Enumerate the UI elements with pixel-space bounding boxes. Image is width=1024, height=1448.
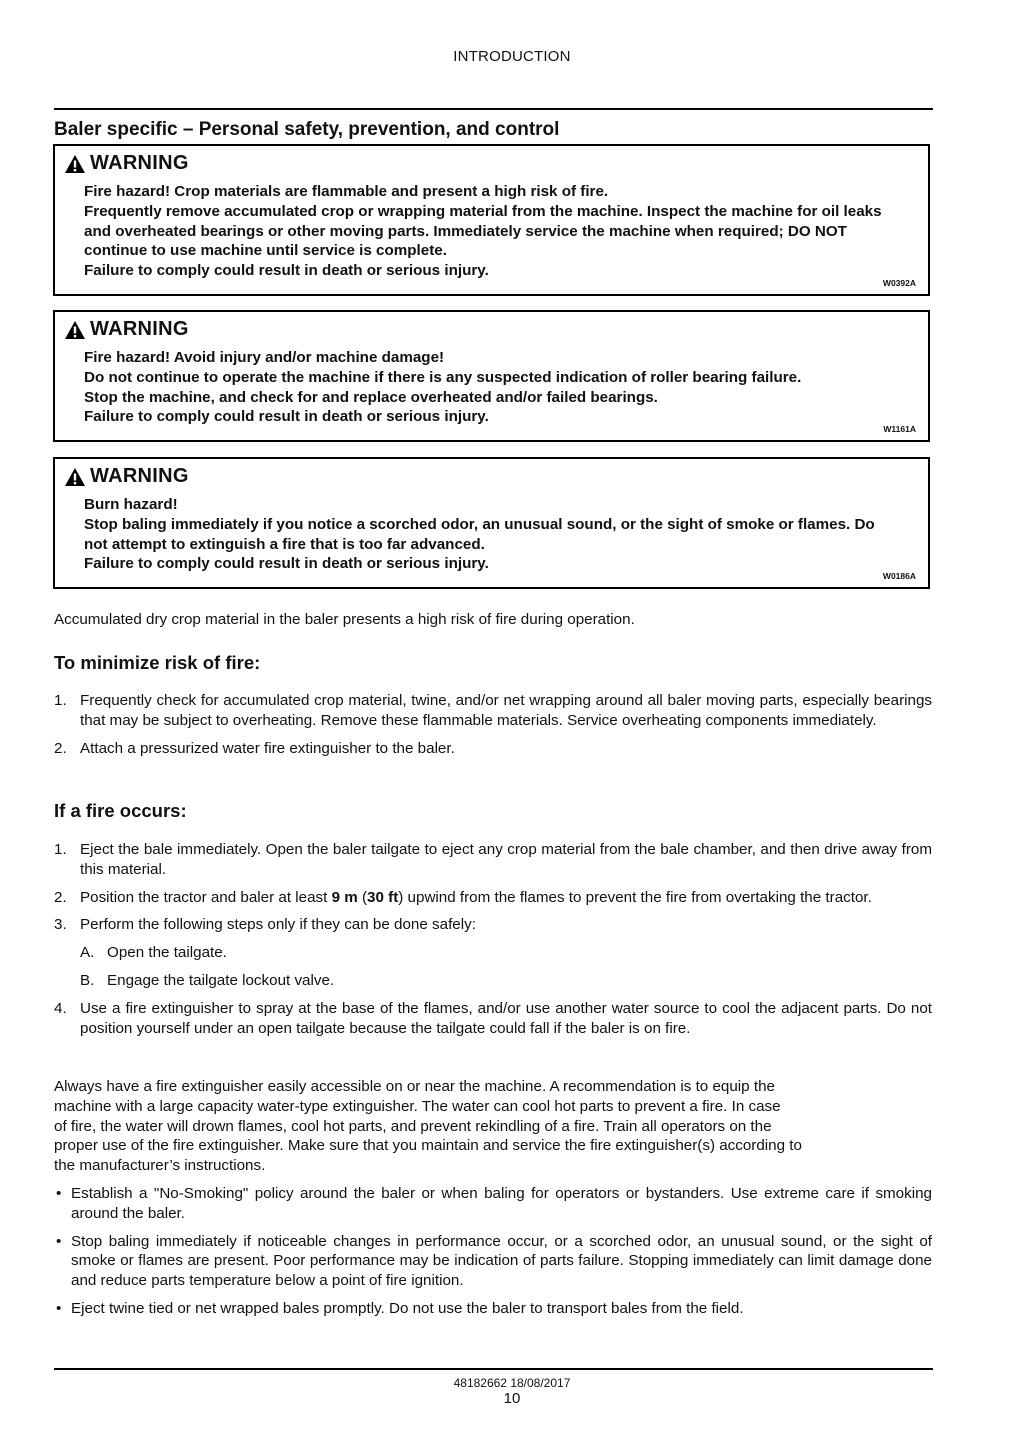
bullet-text: Stop baling immediately if noticeable changes in performance occur, or a scorched odor, an unusual sound, or the sight of smoke or flames are present. Poor performance may be indication of parts failure. Stopping immediately can limit damage done and reduce parts temperature below a point of fire ignition. bbox=[71, 1232, 932, 1290]
list-item bbox=[54, 739, 932, 759]
warning-body bbox=[84, 348, 902, 427]
warning-label: WARNING bbox=[90, 152, 189, 174]
bullet-item bbox=[54, 1299, 932, 1319]
bullet-text: Establish a "No-Smoking" policy around the baler or when baling for operators or bystanders. Use extreme care if smoking around the baler. bbox=[71, 1185, 932, 1222]
minimize-list bbox=[54, 691, 932, 766]
list-item bbox=[54, 840, 932, 880]
warning-triangle-icon bbox=[64, 320, 86, 340]
page-header: INTRODUCTION bbox=[453, 48, 571, 65]
footer-rule bbox=[54, 1368, 933, 1370]
list-text: Eject the bale immediately. Open the baler tailgate to eject any crop material from the bale chamber, and then drive away from this material. bbox=[80, 841, 932, 878]
paragraph-line: of fire, the water will drown flames, cool hot parts, and prevent rekindling of a fire. Train all operators on the bbox=[54, 1117, 772, 1135]
warning-label: WARNING bbox=[90, 318, 189, 340]
minimize-heading: To minimize risk of fire: bbox=[54, 652, 261, 673]
fire-sublist bbox=[80, 943, 932, 991]
intro-paragraph: Accumulated dry crop material in the baler presents a high risk of fire during operation. bbox=[54, 611, 635, 628]
list-item bbox=[54, 915, 932, 990]
warning-box-w0392a bbox=[53, 144, 930, 296]
bullet-dot: • bbox=[56, 1185, 62, 1202]
warning-header bbox=[64, 318, 189, 341]
paragraph-line: machine with a large capacity water-type extinguisher. The water can cool hot parts to prevent a fire. In case bbox=[54, 1097, 781, 1115]
distance-imperial: 30 ft bbox=[367, 888, 399, 906]
document-code: 48182662 18/08/2017 bbox=[453, 1376, 571, 1390]
list-item bbox=[54, 999, 932, 1039]
warning-triangle-icon bbox=[64, 467, 86, 487]
warning-line: Stop baling immediately if you notice a scorched odor, an unusual sound, or the sight of smoke or flames. Do not attempt to extinguish a fire that is too far advanced. bbox=[84, 515, 875, 553]
paragraph-line: Always have a fire extinguisher easily accessible on or near the machine. A recommendation is to equip the bbox=[54, 1078, 775, 1095]
bullet-dot: • bbox=[56, 1299, 62, 1317]
list-text: Frequently check for accumulated crop material, twine, and/or net wrapping around all baler moving parts, especially bearings that may be subject to overheating. Remove these flammable materials. Service overheating components immediately. bbox=[80, 692, 932, 729]
list-number: 2. bbox=[54, 888, 67, 906]
bullet-item bbox=[54, 1232, 932, 1291]
list-number: 1. bbox=[54, 692, 67, 709]
warning-code: W0186A bbox=[882, 571, 916, 581]
warning-header bbox=[64, 152, 189, 175]
distance-metric: 9 m bbox=[331, 888, 358, 906]
text-segment: ) upwind from the flames to prevent the fire from overtaking the tractor. bbox=[398, 888, 872, 906]
list-number: 3. bbox=[54, 916, 67, 934]
warning-triangle-icon bbox=[64, 154, 86, 174]
text-segment: Position the tractor and baler at least bbox=[80, 888, 332, 906]
warning-label: WARNING bbox=[90, 465, 189, 487]
sublist-letter: A. bbox=[80, 944, 95, 962]
paragraph-line: proper use of the fire extinguisher. Make sure that you maintain and service the fire extinguisher(s) according to bbox=[54, 1137, 802, 1155]
warning-line: Fire hazard! Crop materials are flammable and present a high risk of fire. bbox=[84, 183, 609, 200]
list-item bbox=[54, 691, 932, 731]
fire-list bbox=[54, 840, 932, 1046]
list-text: Perform the following steps only if they can be done safely: bbox=[80, 916, 476, 934]
section-title: Baler specific – Personal safety, prevention, and control bbox=[54, 119, 560, 140]
bullet-item bbox=[54, 1184, 932, 1224]
sublist-item bbox=[80, 971, 932, 991]
sublist-text: Engage the tailgate lockout valve. bbox=[107, 971, 335, 989]
warning-code: W0392A bbox=[882, 278, 916, 288]
list-text bbox=[80, 889, 872, 906]
warning-line: Failure to comply could result in death or serious injury. bbox=[84, 262, 489, 280]
warning-body bbox=[84, 495, 902, 574]
list-item bbox=[54, 888, 932, 908]
sublist-item bbox=[80, 943, 932, 963]
paragraph-line: the manufacturer’s instructions. bbox=[54, 1157, 266, 1175]
warning-line: Frequently remove accumulated crop or wrapping material from the machine. Inspect the machine for oil leaks and overheated bearings or other moving parts. Immediately service the machine when required; DO NOT continue to use machine until service is complete. bbox=[84, 202, 882, 260]
list-text: Attach a pressurized water fire extinguisher to the baler. bbox=[80, 739, 455, 757]
list-number: 2. bbox=[54, 739, 67, 757]
sublist-text: Open the tailgate. bbox=[107, 944, 227, 962]
list-number: 4. bbox=[54, 999, 67, 1017]
bullet-list bbox=[54, 1184, 932, 1327]
warning-box-w1161a bbox=[53, 310, 930, 442]
bullet-text: Eject twine tied or net wrapped bales promptly. Do not use the baler to transport bales from the field. bbox=[71, 1299, 744, 1317]
warning-body bbox=[84, 182, 902, 281]
warning-line: Do not continue to operate the machine if there is any suspected indication of roller bearing failure. bbox=[84, 368, 802, 386]
warning-line: Failure to comply could result in death or serious injury. bbox=[84, 408, 489, 426]
sublist-letter: B. bbox=[80, 971, 95, 989]
warning-line: Fire hazard! Avoid injury and/or machine damage! bbox=[84, 349, 445, 366]
bullet-dot: • bbox=[56, 1232, 62, 1250]
text-segment: ( bbox=[357, 888, 368, 906]
fire-heading: If a fire occurs: bbox=[54, 800, 187, 821]
warning-header bbox=[64, 465, 189, 488]
always-paragraph bbox=[54, 1077, 932, 1176]
warning-box-w0186a bbox=[53, 457, 930, 589]
header-rule bbox=[54, 108, 933, 110]
warning-line: Failure to comply could result in death or serious injury. bbox=[84, 555, 489, 573]
warning-code: W1161A bbox=[883, 424, 916, 434]
list-text: Use a fire extinguisher to spray at the base of the flames, and/or use another water source to cool the adjacent parts. Do not position yourself under an open tailgate because the tailgate could fall if the baler is on fire. bbox=[80, 999, 932, 1037]
list-number: 1. bbox=[54, 841, 67, 858]
warning-line: Burn hazard! bbox=[84, 496, 178, 513]
warning-line: Stop the machine, and check for and replace overheated and/or failed bearings. bbox=[84, 388, 658, 406]
page-number: 10 bbox=[503, 1390, 521, 1407]
